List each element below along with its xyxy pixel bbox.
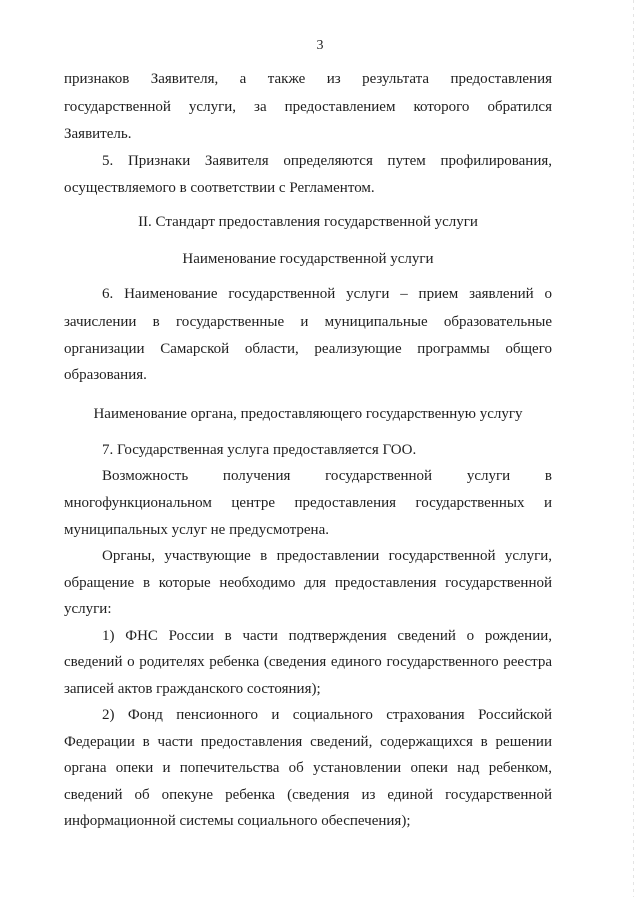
paragraph-line: многофункциональном центре предоставления государственных и xyxy=(64,495,552,511)
paragraph-line: 6. Наименование государственной услуги – прием заявлений о xyxy=(102,286,552,302)
paragraph-line: государственной услуги, за предоставлением которого обратился xyxy=(64,99,552,115)
paragraph-line: сведений об опекуне ребенка (сведения из единой государственной xyxy=(64,787,552,803)
subsection-heading: Наименование органа, предоставляющего государственную услугу xyxy=(93,406,523,422)
paragraph-line: организации Самарской области, реализующие программы общего xyxy=(64,341,552,357)
paragraph-line: 5. Признаки Заявителя определяются путем профилирования, xyxy=(102,153,552,169)
paragraph-line: Заявитель. xyxy=(64,126,132,142)
paragraph-line: Органы, участвующие в предоставлении государственной услуги, xyxy=(102,548,552,564)
paragraph-line: органа опеки и попечительства об установлении опеки над ребенком, xyxy=(64,760,552,776)
paragraph-line: услуги: xyxy=(64,601,112,617)
page-number: 3 xyxy=(316,38,324,53)
paragraph-line: осуществляемого в соответствии с Регламентом. xyxy=(64,180,375,196)
paragraph-line: 7. Государственная услуга предоставляется ГОО. xyxy=(102,442,417,458)
paragraph-line: зачислении в государственные и муниципальные образовательные xyxy=(64,314,552,330)
paragraph-line: Возможность получения государственной услуги в xyxy=(102,468,552,484)
paragraph-line: муниципальных услуг не предусмотрена. xyxy=(64,522,329,538)
paragraph-line: образования. xyxy=(64,367,147,383)
paragraph-line: 2) Фонд пенсионного и социального страхования Российской xyxy=(102,707,552,723)
paragraph-line: записей актов гражданского состояния); xyxy=(64,681,321,697)
paragraph-line: Федерации в части предоставления сведений, содержащихся в решении xyxy=(64,734,552,750)
paragraph-line: признаков Заявителя, а также из результата предоставления xyxy=(64,71,552,87)
paragraph-line: 1) ФНС России в части подтверждения сведений о рождении, xyxy=(102,628,552,644)
section-heading: II. Стандарт предоставления государственной услуги xyxy=(138,214,478,230)
paragraph-line: сведений о родителях ребенка (сведения единого государственного реестра xyxy=(64,654,552,670)
scan-edge-line xyxy=(633,0,634,897)
subsection-heading: Наименование государственной услуги xyxy=(182,251,434,267)
paragraph-line: обращение в которые необходимо для предоставления государственной xyxy=(64,575,552,591)
paragraph-line: информационной системы социального обеспечения); xyxy=(64,813,411,829)
